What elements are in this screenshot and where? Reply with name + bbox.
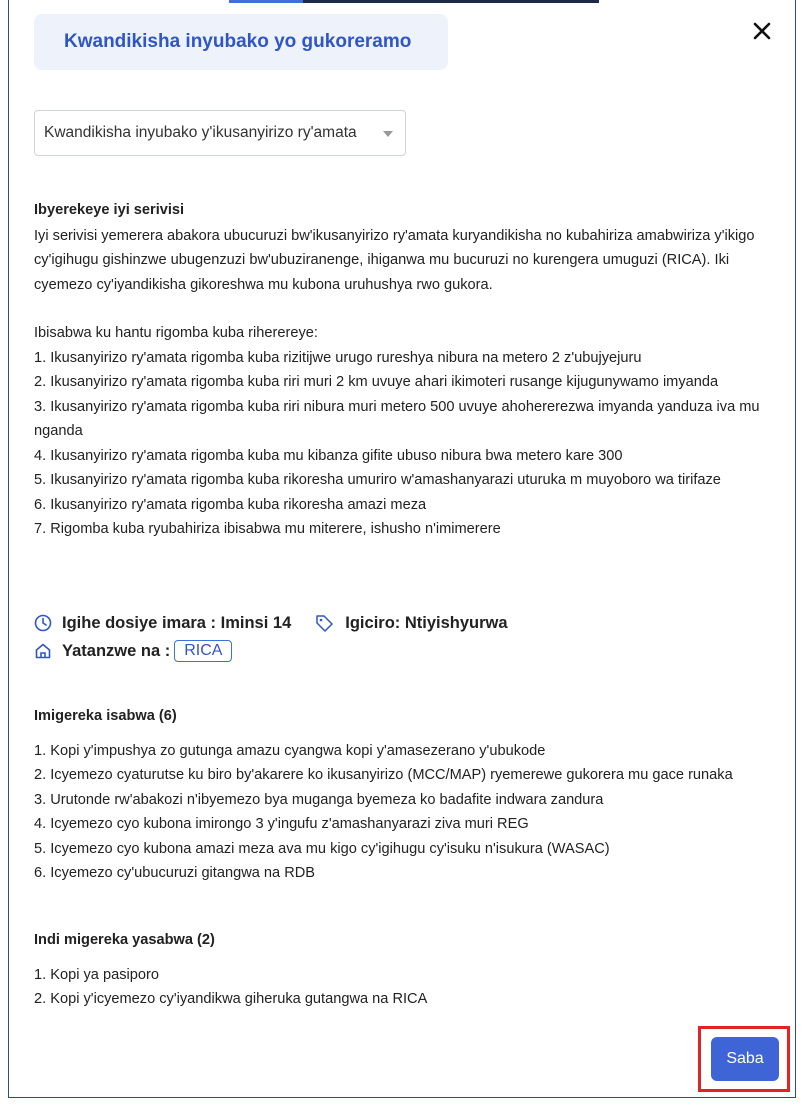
document-item: 5. Icyemezo cyo kubona amazi meza ava mu kigo cy'igihugu cy'isuku n'isukura (WASAC): [34, 840, 610, 857]
service-select[interactable]: [34, 110, 406, 156]
documents-heading: Imigereka isabwa (6): [34, 708, 177, 724]
service-modal: [8, 0, 796, 1098]
document-item: 1. Kopi y'impushya zo gutunga amazu cyangwa kopi y'amasezerano y'ubukode: [34, 742, 546, 759]
requirement-item: 5. Ikusanyirizo ry'amata rigomba kuba rikoresha umuriro w'amashanyarazi uturuka m muyoboro wa tirifaze: [34, 472, 721, 488]
requirement-item: 2. Ikusanyirizo ry'amata rigomba kuba riri muri 2 km uvuye ahari ikimoteri rusange kijugunywamo imyanda: [34, 374, 719, 390]
chevron-down-icon: [383, 131, 393, 137]
requirement-item: 6. Ikusanyirizo ry'amata rigomba kuba rikoresha amazi meza: [34, 496, 427, 513]
requirement-item: 3. Ikusanyirizo ry'amata rigomba kuba riri nibura muri metero 500 uvuye ahohererezwa imyanda yanduza iva mu nganda: [34, 398, 760, 439]
price-text: Igiciro: Ntiyishyurwa: [345, 613, 508, 632]
close-icon: [749, 18, 775, 44]
requirements-heading: Ibisabwa ku hantu rigomba kuba riherereye:: [34, 325, 318, 341]
documents-section: [34, 704, 779, 886]
requirement-item: 1. Ikusanyirizo ry'amata rigomba kuba rizitijwe urugo rureshya nibura na metero 2 z'ubujyejuru: [34, 349, 642, 366]
duration-text: Igihe dosiye imara : Iminsi 14: [62, 613, 292, 632]
document-item: 2. Icyemezo cyaturutse ku biro by'akarere ko ikusanyirizo (MCC/MAP) ryemerewe gukorera mu gace runaka: [34, 767, 733, 783]
other-documents-heading: Indi migereka yasabwa (2): [34, 932, 215, 948]
service-meta: [34, 610, 508, 664]
top-progress-dark: [303, 0, 599, 3]
apply-button[interactable]: Saba: [711, 1037, 779, 1081]
other-documents-section: [34, 928, 779, 1012]
clock-icon: [34, 614, 52, 632]
modal-title: Kwandikisha inyubako yo gukoreramo: [34, 14, 448, 70]
requirement-item: 7. Rigomba kuba ryubahiriza ibisabwa mu miterere, ishusho n'imimerere: [34, 521, 501, 537]
description-text: Iyi serivisi yemerera abakora ubucuruzi bw'ikusanyirizo ry'amata kuryandikisha no kubahiriza amabwiriza y'ikigo cy'igihugu gishinzwe ubugenzuzi bw'ubuziranenge, ihiganwa mu bucuruzi no kurengera umuguzi (RICA). Iki cyemezo cy'iyandikisha gikoreshwa mu kubona uruhushya rwo gukora.: [34, 227, 755, 293]
description-heading: Ibyerekeye iyi serivisi: [34, 202, 185, 218]
other-document-item: 2. Kopi y'icyemezo cy'iyandikwa giheruka gutangwa na RICA: [34, 991, 428, 1007]
document-item: 3. Urutonde rw'abakozi n'ibyemezo bya muganga byemeza ko badafite indwara zandura: [34, 791, 604, 808]
provided-by-label: Yatanzwe na :: [62, 641, 171, 660]
document-item: 4. Icyemezo cyo kubona imirongo 3 y'ingufu z'amashanyarazi ziva muri REG: [34, 816, 529, 832]
top-progress-accent: [229, 0, 303, 3]
document-item: 6. Icyemezo cy'ubucuruzi gitangwa na RDB: [34, 865, 316, 881]
close-button[interactable]: [749, 18, 775, 44]
requirement-item: 4. Ikusanyirizo ry'amata rigomba kuba mu kibanza gifite ubuso nibura bwa metero kare 300: [34, 447, 623, 464]
service-select-value: Kwandikisha inyubako y'ikusanyirizo ry'amata: [44, 124, 357, 141]
price-tag-icon: [315, 614, 335, 632]
service-description: [34, 198, 779, 542]
home-icon: [34, 642, 52, 660]
other-document-item: 1. Kopi ya pasiporo: [34, 966, 159, 983]
provider-badge: RICA: [174, 640, 232, 662]
